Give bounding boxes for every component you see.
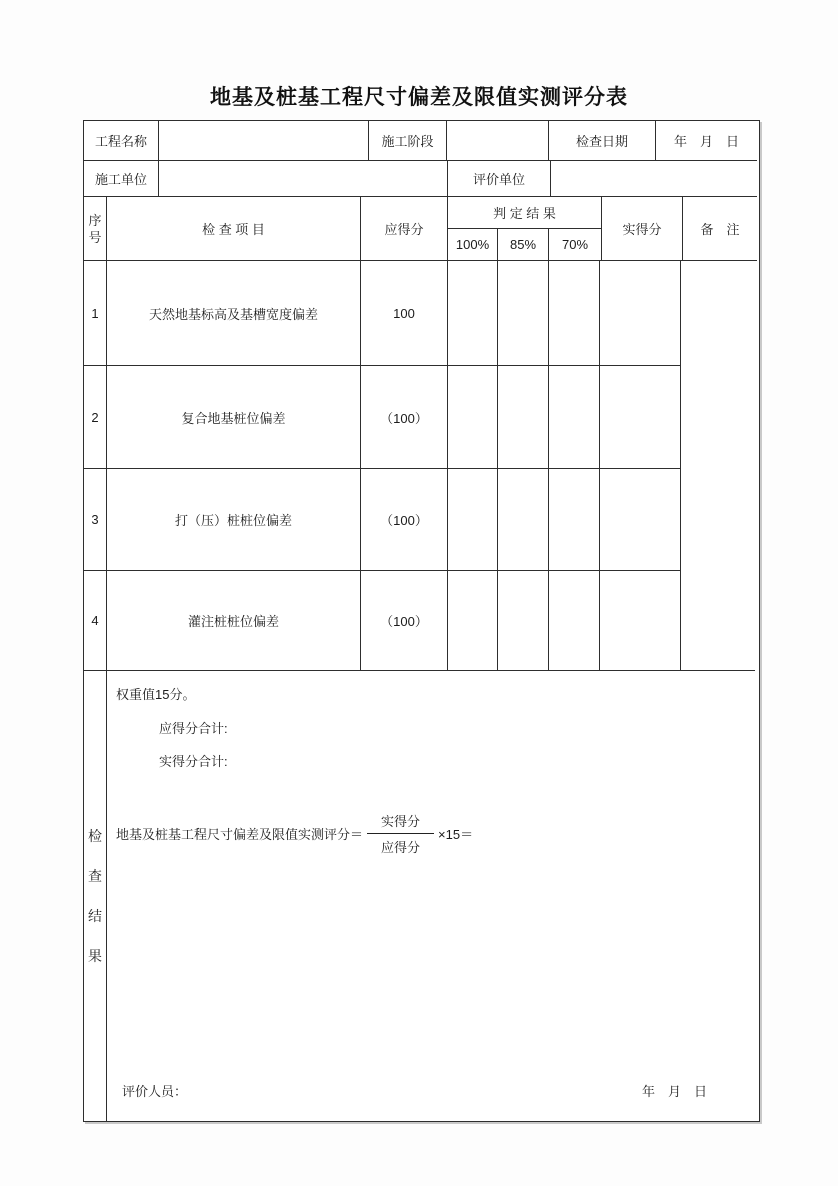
- construction-stage-value-cell: [447, 121, 549, 161]
- formula-prefix: 地基及桩基工程尺寸偏差及限值实测评分＝: [116, 827, 364, 842]
- row-seq: 3: [84, 469, 107, 571]
- row-actual-score-cell: [600, 469, 681, 571]
- check-result-section: [84, 671, 759, 1121]
- row-judgment-100-cell: [448, 469, 498, 571]
- check-result-content: [107, 671, 759, 1121]
- page-title: 地基及桩基工程尺寸偏差及限值实测评分表: [210, 86, 628, 109]
- row-actual-score-cell: [600, 261, 681, 366]
- construction-unit-value-cell: [159, 161, 448, 197]
- column-header-judgment-group: [448, 197, 602, 261]
- column-header-due-score: 应得分: [361, 197, 448, 261]
- row-item: 打（压）桩桩位偏差: [107, 469, 361, 571]
- vertical-char: 结: [88, 908, 102, 924]
- table-row: [84, 366, 759, 469]
- actual-score-total-label: 实得分合计:: [159, 754, 228, 769]
- formula-numerator: 实得分: [367, 809, 434, 834]
- score-form-table: [83, 120, 760, 1122]
- row-judgment-100-cell: [448, 261, 498, 366]
- row-due-score: （100）: [361, 571, 448, 671]
- row-judgment-100-cell: [448, 571, 498, 671]
- column-header-judgment: 判 定 结 果: [448, 197, 601, 229]
- table-row: [84, 261, 759, 366]
- judgment-subheaders: [448, 229, 601, 260]
- row-due-score: （100）: [361, 366, 448, 469]
- column-header-seq: [84, 197, 107, 261]
- column-header-remark: 备 注: [683, 197, 757, 261]
- table-row: [84, 571, 759, 671]
- vertical-char: 果: [88, 948, 102, 964]
- info-row-project: [84, 121, 759, 161]
- row-judgment-100-cell: [448, 366, 498, 469]
- row-judgment-70-cell: [549, 469, 600, 571]
- seq-char-1: 序: [88, 212, 102, 228]
- vertical-char: 检: [88, 828, 102, 844]
- row-item: 天然地基标高及基槽宽度偏差: [107, 261, 361, 366]
- row-judgment-85-cell: [498, 261, 549, 366]
- evaluation-unit-value-cell: [551, 161, 757, 197]
- row-judgment-70-cell: [549, 261, 600, 366]
- row-item: 复合地基桩位偏差: [107, 366, 361, 469]
- table-row: [84, 469, 759, 571]
- row-judgment-85-cell: [498, 366, 549, 469]
- formula-fraction: [367, 809, 434, 858]
- row-judgment-70-cell: [549, 366, 600, 469]
- construction-stage-label: 施工阶段: [369, 121, 447, 161]
- weight-note: 权重值15分。: [116, 687, 196, 702]
- evaluation-unit-label: 评价单位: [448, 161, 551, 197]
- row-seq: 2: [84, 366, 107, 469]
- project-name-label: 工程名称: [84, 121, 159, 161]
- remark-merged-cell-bottom: [681, 571, 755, 671]
- evaluation-date-label: 年 月 日: [641, 1084, 707, 1099]
- project-name-value-cell: [159, 121, 369, 161]
- row-item: 灌注桩桩位偏差: [107, 571, 361, 671]
- row-due-score: 100: [361, 261, 448, 366]
- formula-denominator: 应得分: [381, 840, 421, 855]
- construction-unit-label: 施工单位: [84, 161, 159, 197]
- vertical-char: 查: [88, 868, 102, 884]
- column-header-85: 85%: [498, 229, 549, 260]
- table-header-row: [84, 197, 759, 261]
- remark-merged-cell: [681, 469, 755, 571]
- row-due-score: （100）: [361, 469, 448, 571]
- due-score-total-label: 应得分合计:: [159, 721, 228, 736]
- score-formula: [116, 809, 473, 858]
- column-header-70: 70%: [561, 237, 589, 252]
- seq-char-2: 号: [88, 229, 102, 245]
- row-seq: 1: [84, 261, 107, 366]
- remark-merged-cell: [681, 261, 755, 366]
- evaluator-label: 评价人员：: [122, 1084, 188, 1099]
- row-judgment-85-cell: [498, 571, 549, 671]
- row-judgment-85-cell: [498, 469, 549, 571]
- column-header-actual-score: 实得分: [602, 197, 683, 261]
- check-date-value: 年 月 日: [656, 121, 757, 161]
- column-header-100: 100%: [448, 229, 498, 260]
- row-actual-score-cell: [600, 571, 681, 671]
- check-result-vertical-label: [84, 671, 107, 1121]
- formula-suffix: ×15＝: [438, 827, 474, 842]
- check-date-label: 检查日期: [549, 121, 656, 161]
- row-actual-score-cell: [600, 366, 681, 469]
- column-header-item: 检 查 项 目: [107, 197, 361, 261]
- row-seq: 4: [84, 571, 107, 671]
- info-row-units: [84, 161, 759, 197]
- row-judgment-70-cell: [549, 571, 600, 671]
- remark-merged-cell: [681, 366, 755, 469]
